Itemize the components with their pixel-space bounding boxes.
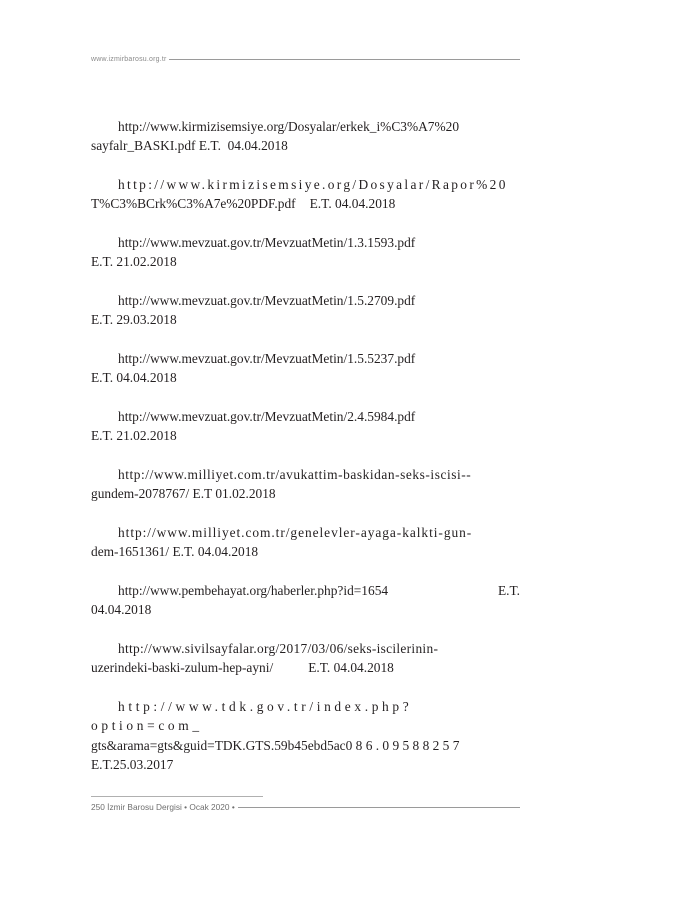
reference-access-date: E.T. 21.02.2018 xyxy=(91,428,177,444)
reference-url: http://www.milliyet.com.tr/avukattim-baskidan-seks-iscisi-- xyxy=(118,467,472,482)
reference-access-date: 04.04.2018 xyxy=(91,602,152,618)
reference-item xyxy=(91,407,520,446)
running-footer xyxy=(91,800,520,814)
reference-access-date: E.T. 04.04.2018 xyxy=(308,660,394,676)
journal-name: İzmir Barosu Dergisi xyxy=(107,802,182,812)
reference-url-continuation: uzerindeki-baski-zulum-hep-ayni/ xyxy=(91,660,274,676)
reference-item xyxy=(91,291,520,330)
header-site-url: www.izmirbarosu.org.tr xyxy=(91,55,167,63)
reference-access-date: E.T.25.03.2017 xyxy=(91,757,174,773)
reference-url-continuation: gts&arama=gts&guid=TDK.GTS.59b45ebd5ac0 8 6 . 0 9 5 8 8 2 5 7 xyxy=(91,737,460,753)
reference-access-line: sayfalr_BASKI.pdf E.T. 04.04.2018 xyxy=(91,138,288,154)
reference-url: http://www.milliyet.com.tr/genelevler-ayaga-kalkti-gun- xyxy=(118,525,473,540)
reference-access-label: E.T. xyxy=(497,583,520,598)
reference-url-line xyxy=(91,581,520,600)
reference-access-line: dem-1651361/ E.T. 04.04.2018 xyxy=(91,544,259,560)
reference-item xyxy=(91,697,520,775)
reference-access-date: E.T. 04.04.2018 xyxy=(91,370,177,386)
reference-list xyxy=(91,117,520,794)
reference-access-line xyxy=(91,658,520,677)
reference-item xyxy=(91,175,520,214)
reference-url-continuation: T%C3%BCrk%C3%A7e%20PDF.pdf xyxy=(91,196,296,212)
reference-item xyxy=(91,117,520,156)
reference-access-date: E.T. 04.04.2018 xyxy=(309,196,396,212)
reference-url: http://www.tdk.gov.tr/index.php?option=com_ xyxy=(91,699,413,734)
reference-access-date: E.T. 29.03.2018 xyxy=(91,312,177,328)
reference-item xyxy=(91,233,520,272)
reference-url: http://www.kirmizisemsiye.org/Dosyalar/Rapor%20 xyxy=(118,177,508,192)
reference-access-line xyxy=(91,194,520,213)
reference-item xyxy=(91,581,520,620)
reference-url: http://www.mevzuat.gov.tr/MevzuatMetin/1.5.2709.pdf xyxy=(118,293,416,308)
footer-rule xyxy=(238,807,520,808)
reference-access-line: gundem-2078767/ E.T 01.02.2018 xyxy=(91,486,276,502)
reference-url: http://www.mevzuat.gov.tr/MevzuatMetin/1.3.1593.pdf xyxy=(118,235,416,250)
footer-end-bullet: • xyxy=(231,802,235,812)
page-number: 250 xyxy=(91,802,105,812)
reference-item xyxy=(91,523,520,562)
running-header xyxy=(91,53,520,65)
reference-item xyxy=(91,639,520,678)
reference-url: http://www.kirmizisemsiye.org/Dosyalar/erkek_i%C3%A7%20 xyxy=(118,119,460,134)
footer-tab-line xyxy=(91,796,263,797)
reference-item xyxy=(91,465,520,504)
reference-url: http://www.mevzuat.gov.tr/MevzuatMetin/2.4.5984.pdf xyxy=(118,409,416,424)
reference-url: http://www.mevzuat.gov.tr/MevzuatMetin/1.5.5237.pdf xyxy=(118,351,416,366)
reference-url: http://www.sivilsayfalar.org/2017/03/06/seks-iscilerinin- xyxy=(118,641,439,656)
reference-item xyxy=(91,349,520,388)
header-rule xyxy=(169,59,520,60)
issue-date: Ocak 2020 xyxy=(189,802,230,812)
reference-access-date: E.T. 21.02.2018 xyxy=(91,254,177,270)
footer-info xyxy=(91,802,238,812)
footer-separator: • xyxy=(184,802,188,812)
reference-url: http://www.pembehayat.org/haberler.php?id=1654 xyxy=(118,583,389,598)
